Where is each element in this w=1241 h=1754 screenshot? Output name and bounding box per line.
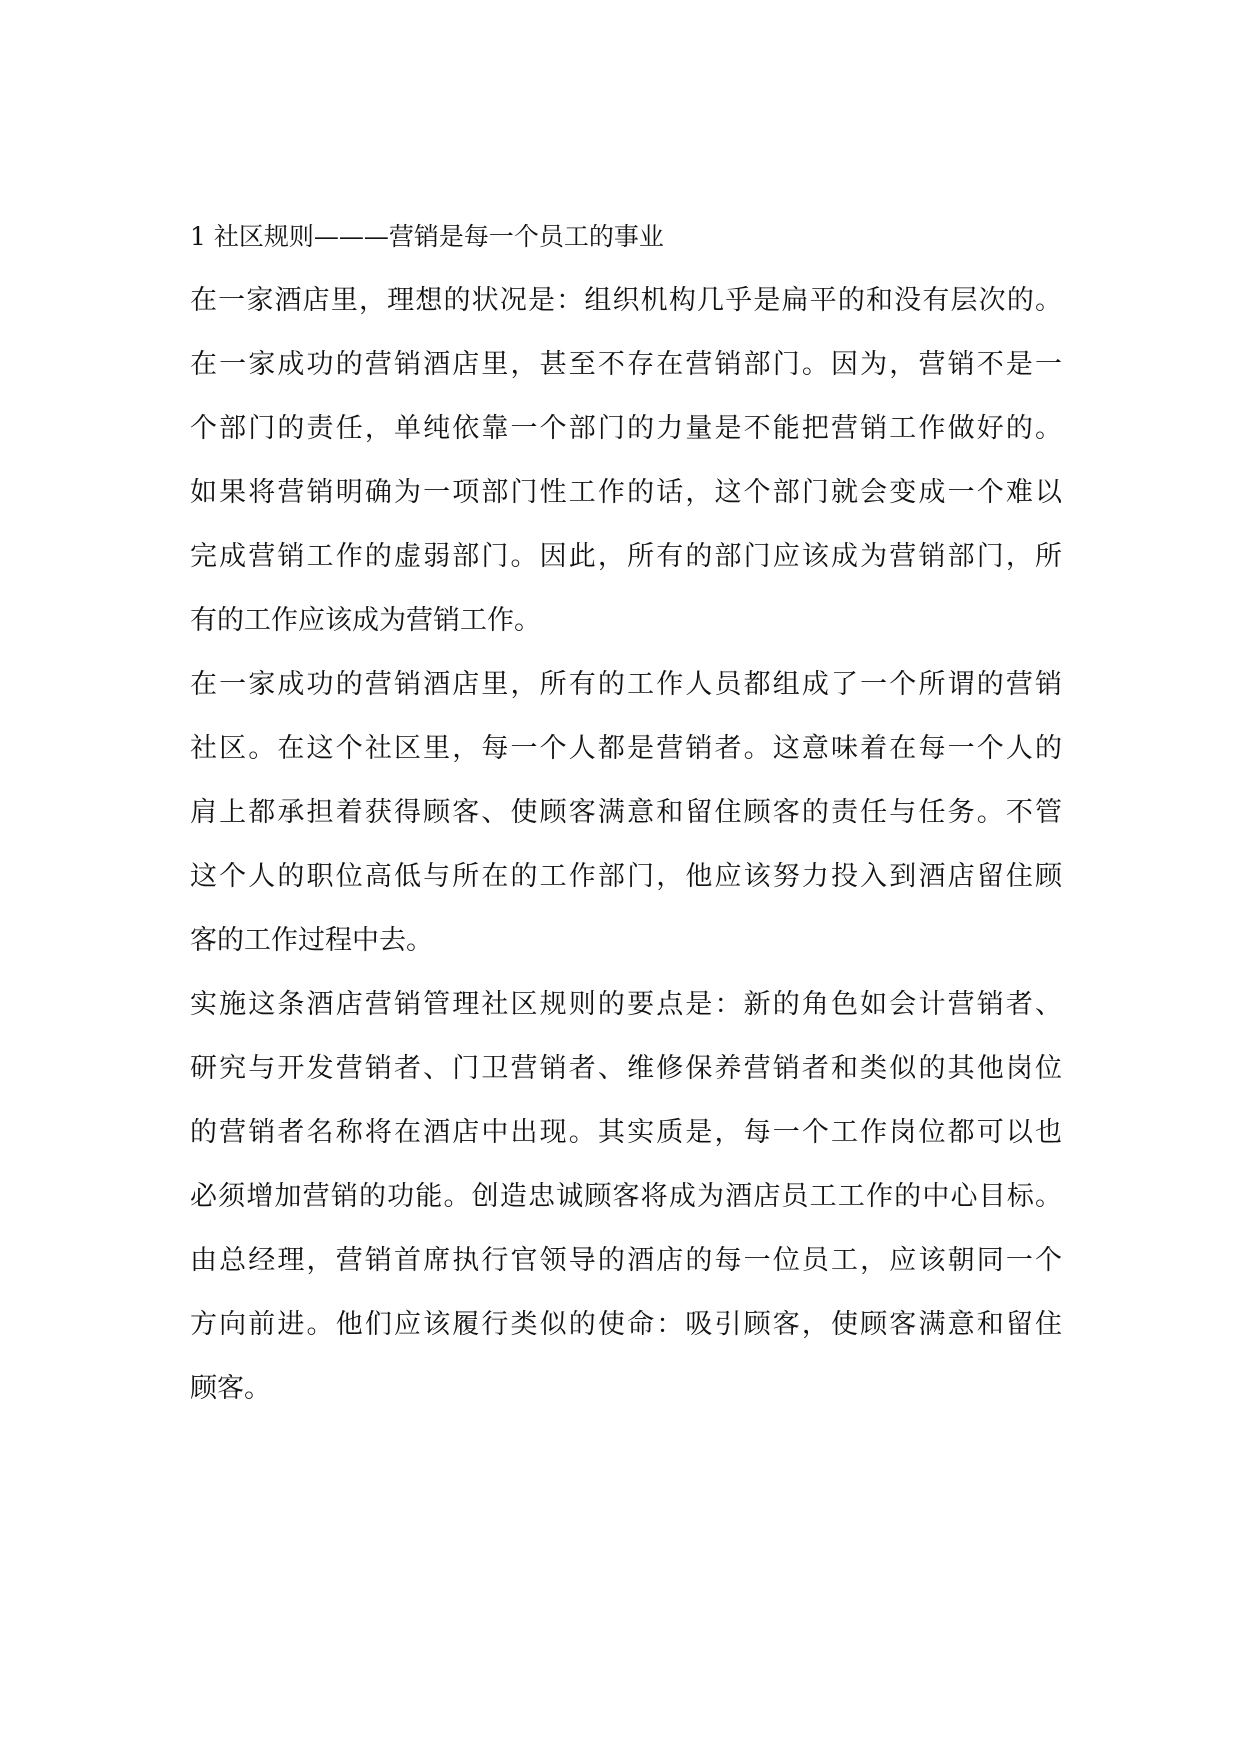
paragraph-line: 肩上都承担着获得顾客、使顾客满意和留住顾客的责任与任务。不管 — [190, 797, 1062, 828]
paragraph-3 — [190, 990, 1062, 1404]
paragraph-line: 研究与开发营销者、门卫营销者、维修保养营销者和类似的其他岗位 — [190, 1053, 1062, 1084]
paragraph-line: 的营销者名称将在酒店中出现。其实质是，每一个工作岗位都可以也 — [190, 1117, 1062, 1148]
paragraph-line: 有的工作应该成为营销工作。 — [190, 605, 541, 636]
paragraph-line: 实施这条酒店营销管理社区规则的要点是：新的角色如会计营销者、 — [190, 989, 1062, 1020]
paragraph-2 — [190, 670, 1062, 956]
paragraph-line: 这个人的职位高低与所在的工作部门，他应该努力投入到酒店留住顾 — [190, 861, 1062, 892]
paragraph-line: 个部门的责任，单纯依靠一个部门的力量是不能把营销工作做好的。 — [190, 413, 1062, 444]
paragraph-line: 由总经理，营销首席执行官领导的酒店的每一位员工，应该朝同一个 — [190, 1245, 1062, 1276]
paragraph-line: 在一家成功的营销酒店里，所有的工作人员都组成了一个所谓的营销 — [190, 669, 1062, 700]
paragraph-line: 在一家酒店里，理想的状况是：组织机构几乎是扁平的和没有层次的。 — [190, 285, 1062, 316]
document-body — [190, 222, 1062, 1438]
paragraph-line: 社区。在这个社区里，每一个人都是营销者。这意味着在每一个人的 — [190, 733, 1062, 764]
paragraph-line: 必须增加营销的功能。创造忠诚顾客将成为酒店员工工作的中心目标。 — [190, 1181, 1062, 1212]
paragraph-line: 完成营销工作的虚弱部门。因此，所有的部门应该成为营销部门，所 — [190, 541, 1062, 572]
paragraph-line: 顾客。 — [190, 1373, 271, 1404]
paragraph-line: 客的工作过程中去。 — [190, 925, 433, 956]
paragraph-line: 在一家成功的营销酒店里，甚至不存在营销部门。因为，营销不是一 — [190, 349, 1062, 380]
paragraph-1 — [190, 286, 1062, 636]
paragraph-line: 如果将营销明确为一项部门性工作的话，这个部门就会变成一个难以 — [190, 477, 1062, 508]
paragraph-line: 方向前进。他们应该履行类似的使命：吸引顾客，使顾客满意和留住 — [190, 1309, 1062, 1340]
section-heading: 1 社区规则———营销是每一个员工的事业 — [190, 222, 664, 251]
